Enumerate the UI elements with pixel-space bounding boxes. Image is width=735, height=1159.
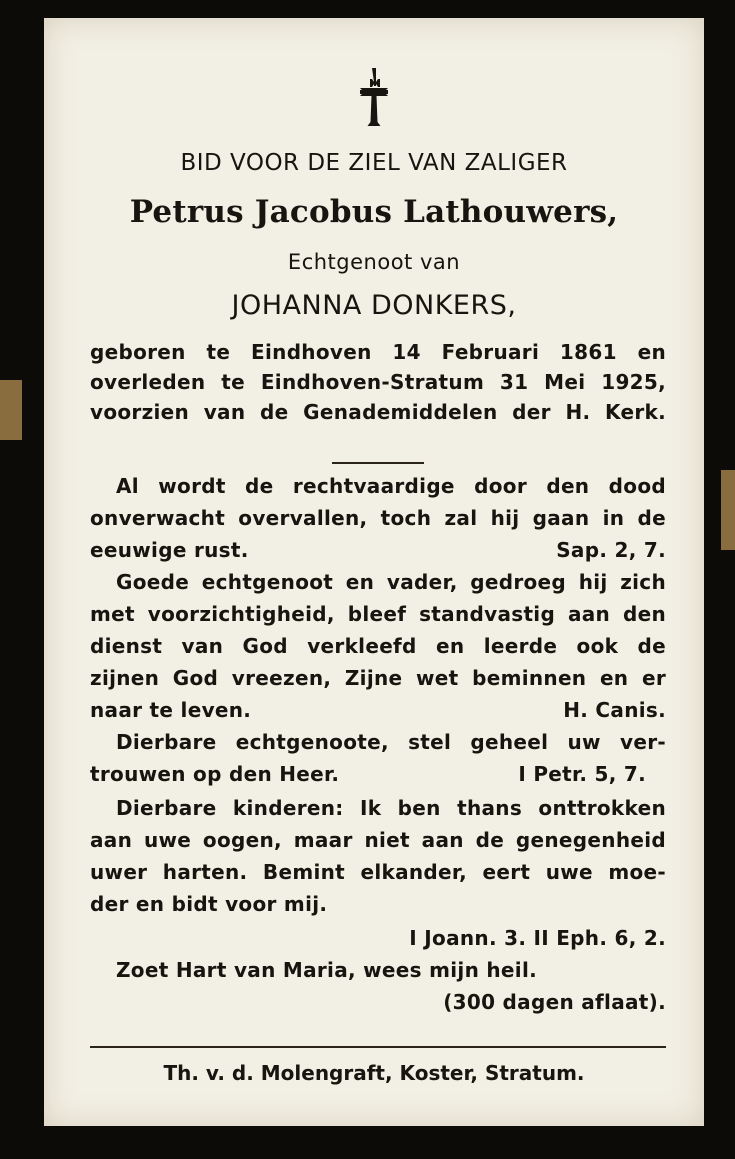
divider-long <box>90 1046 666 1048</box>
verse-line: uwer harten. Bemint elkander, eert uwe moe- <box>90 860 666 884</box>
verse-line: der en bidt voor mij. <box>90 892 328 916</box>
verse-line: dienst van God verkleefd en leerde ook de <box>90 634 666 658</box>
cross-icon <box>354 66 394 130</box>
bio-line: overleden te Eindhoven-Stratum 31 Mei 1925, <box>90 370 666 394</box>
verse-line: onverwacht overvallen, toch zal hij gaan in de <box>90 506 666 530</box>
memorial-card <box>44 18 704 1126</box>
spouse-name: JOHANNA DONKERS, <box>231 290 517 321</box>
bio-line: voorzien van de Genademiddelen der H. Kerk. <box>90 400 666 424</box>
verse-reference: Sap. 2, 7. <box>556 538 666 562</box>
verse-reference: (300 dagen aflaat). <box>443 990 666 1014</box>
deceased-name: Petrus Jacobus Lathouwers, <box>129 194 619 230</box>
verse-reference: I Joann. 3. II Eph. 6, 2. <box>409 926 666 950</box>
verse-line: Al wordt de rechtvaardige door den dood <box>116 474 666 498</box>
verse-line: naar te leven. <box>90 698 252 722</box>
printer-credit: Th. v. d. Molengraft, Koster, Stratum. <box>163 1061 585 1085</box>
verse-line: Zoet Hart van Maria, wees mijn heil. <box>116 958 537 982</box>
worn-edge-left <box>0 380 22 440</box>
verse-line: aan uwe oogen, maar niet aan de genegenheid <box>90 828 666 852</box>
verse-line: trouwen op den Heer. <box>90 762 340 786</box>
verse-line: Dierbare kinderen: Ik ben thans onttrokken <box>116 796 666 820</box>
verse-reference: H. Canis. <box>563 698 666 722</box>
bio-line: geboren te Eindhoven 14 Februari 1861 en <box>90 340 666 364</box>
verse-line: eeuwige rust. <box>90 538 249 562</box>
verse-line: zijnen God vreezen, Zijne wet beminnen en er <box>90 666 666 690</box>
verse-line: Goede echtgenoot en vader, gedroeg hij zich <box>116 570 666 594</box>
prayer-heading: BID VOOR DE ZIEL VAN ZALIGER <box>180 150 568 176</box>
spouse-label: Echtgenoot van <box>287 250 461 274</box>
verse-line: met voorzichtigheid, bleef standvastig aan den <box>90 602 666 626</box>
divider-short <box>332 462 424 464</box>
verse-line: Dierbare echtgenoote, stel geheel uw ver- <box>116 730 666 754</box>
worn-edge-right <box>721 470 735 550</box>
verse-reference: I Petr. 5, 7. <box>518 762 646 786</box>
